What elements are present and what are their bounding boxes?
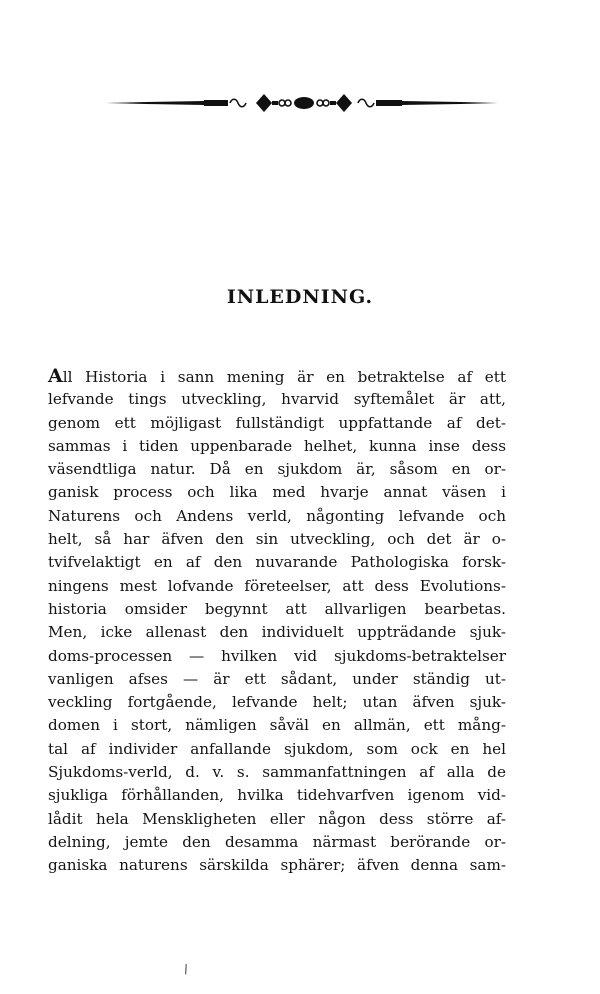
text-line: delning, jemte den desamma närmast berörande or- <box>48 832 506 851</box>
text-line: tvifvelaktigt en af den nuvarande Pathologiska forsk- <box>48 553 506 572</box>
text-line: domen i stort, nämligen såväl en allmän, ett mång- <box>48 716 506 735</box>
text-line: ganiska naturens särskilda sphärer; äfven denna sam- <box>48 856 506 875</box>
text-line: Naturens och Andens verld, någonting lefvande och <box>48 506 506 525</box>
first-line-text: ll Historia i sann mening är en betraktelse af ett <box>62 368 506 386</box>
text-line: lådit hela Menskligheten eller någon dess större af- <box>48 809 506 828</box>
text-line: sammas i tiden uppenbarade helhet, kunna inse dess <box>48 436 506 455</box>
text-line: Men, icke allenast den individuelt uppträdande sjuk- <box>48 623 506 642</box>
text-line: lefvande tings utveckling, hvarvid syftemålet är att, <box>48 390 506 409</box>
text-line: historia omsider begynnt att allvarligen bearbetas. <box>48 599 506 618</box>
text-line <box>48 365 506 388</box>
text-line: ganisk process och lika med hvarje annat väsen i <box>48 483 506 502</box>
decorative-rule-icon <box>106 92 498 114</box>
body-paragraph <box>48 365 506 878</box>
text-line: genom ett möjligast fullständigt uppfattande af det- <box>48 413 506 432</box>
text-line: ningens mest lofvande företeelser, att dess Evolutions- <box>48 576 506 595</box>
text-line: helt, så har äfven den sin utveckling, och det är o- <box>48 530 506 549</box>
text-line: Sjukdoms-verld, d. v. s. sammanfattningen af alla de <box>48 763 506 782</box>
text-line: sjukliga förhållanden, hvilka tidehvarfven igenom vid- <box>48 786 506 805</box>
chapter-heading: INLEDNING. <box>226 286 374 308</box>
text-line: doms-processen — hvilken vid sjukdoms-betraktelser <box>48 646 506 665</box>
text-line: tal af individer anfallande sjukdom, som ock en hel <box>48 739 506 758</box>
drop-cap: A <box>48 365 63 387</box>
text-line: veckling fortgående, lefvande helt; utan äfven sjuk- <box>48 693 506 712</box>
text-line: vanligen afses — är ett sådant, under ständig ut- <box>48 669 506 688</box>
signature-mark: \ <box>181 961 191 977</box>
text-line: väsendtliga natur. Då en sjukdom är, såsom en or- <box>48 460 506 479</box>
